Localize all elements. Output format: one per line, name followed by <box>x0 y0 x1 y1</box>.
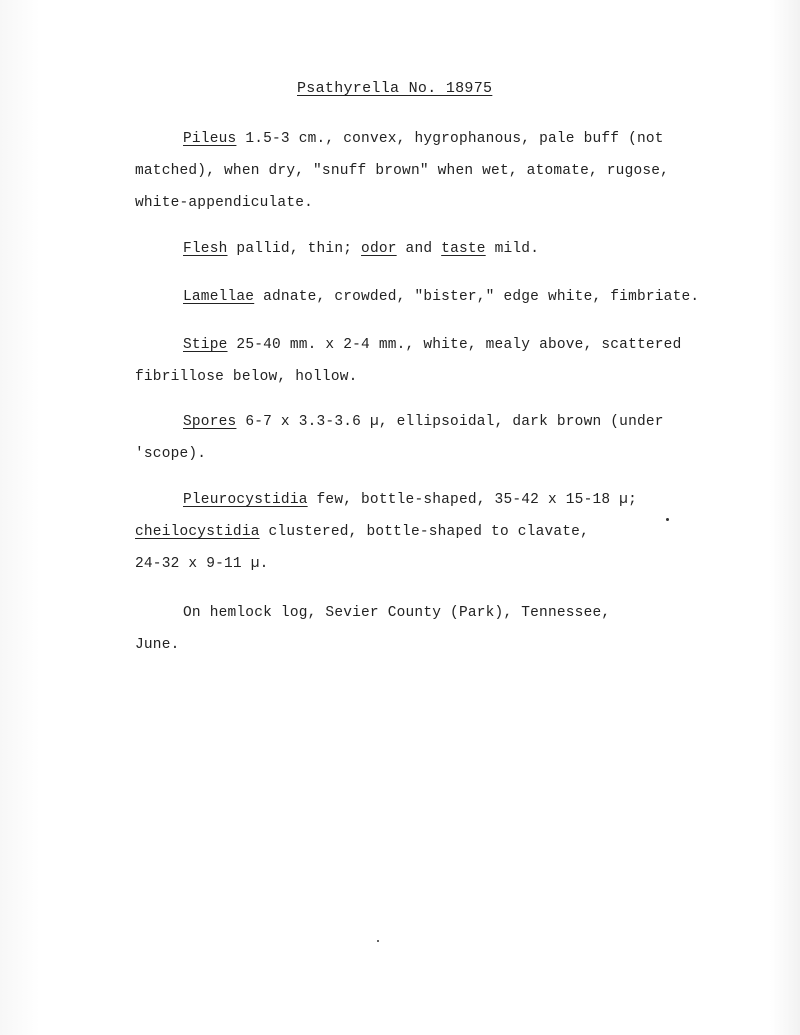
habitat-line-1 <box>135 597 735 629</box>
spores-text-1: 6-7 x 3.3-3.6 µ, ellipsoidal, dark brown (under <box>236 414 664 430</box>
cystidia-text-1: few, bottle-shaped, 35-42 x 15-18 µ; <box>307 492 637 508</box>
pileus-line-3: white-appendiculate. <box>135 195 314 211</box>
odor-term: odor <box>361 241 397 257</box>
stipe-term: Stipe <box>183 337 228 353</box>
pileus-paragraph <box>135 123 735 219</box>
cystidia-text-2: clustered, bottle-shaped to clavate, <box>259 524 589 540</box>
lamellae-text-1: adnate, crowded, "bister," edge white, fimbriate. <box>254 289 700 305</box>
cystidia-line-2 <box>135 516 735 548</box>
pileus-text-1: 1.5-3 cm., convex, hygrophanous, pale buff (not <box>236 131 664 147</box>
habitat-text-1: On hemlock log, Sevier County (Park), Tennessee, <box>183 605 611 621</box>
spores-paragraph <box>135 406 735 470</box>
stipe-text-1: 25-40 mm. x 2-4 mm., white, mealy above, scattered <box>227 337 682 353</box>
cystidia-line-3: 24-32 x 9-11 µ. <box>135 556 269 572</box>
pileus-term: Pileus <box>183 131 237 147</box>
lamellae-term: Lamellae <box>183 289 255 305</box>
cystidia-paragraph <box>135 484 735 580</box>
flesh-text-1: pallid, thin; <box>227 241 362 257</box>
pleurocystidia-term: Pleurocystidia <box>183 492 308 508</box>
habitat-line-2: June. <box>135 637 180 653</box>
stipe-paragraph <box>135 329 735 393</box>
pileus-line-2: matched), when dry, "snuff brown" when wet, atomate, rugose, <box>135 163 670 179</box>
stipe-line-2: fibrillose below, hollow. <box>135 369 358 385</box>
cystidia-line-1 <box>135 484 735 516</box>
pileus-line-1 <box>135 123 735 155</box>
ink-speck <box>666 518 669 521</box>
page-title: Psathyrella No. 18975 <box>297 80 493 97</box>
flesh-line-1 <box>135 233 735 265</box>
flesh-text-3: mild. <box>485 241 540 257</box>
spores-line-1 <box>135 406 735 438</box>
ink-speck <box>377 940 379 942</box>
lamellae-paragraph <box>135 281 735 313</box>
spores-term: Spores <box>183 414 237 430</box>
lamellae-line-1 <box>135 281 735 313</box>
stipe-line-1 <box>135 329 735 361</box>
flesh-paragraph <box>135 233 735 265</box>
taste-term: taste <box>441 241 486 257</box>
flesh-text-2: and <box>396 241 442 257</box>
flesh-term: Flesh <box>183 241 228 257</box>
habitat-paragraph <box>135 597 735 661</box>
cheilocystidia-term: cheilocystidia <box>135 524 260 540</box>
spores-line-2: 'scope). <box>135 446 207 462</box>
